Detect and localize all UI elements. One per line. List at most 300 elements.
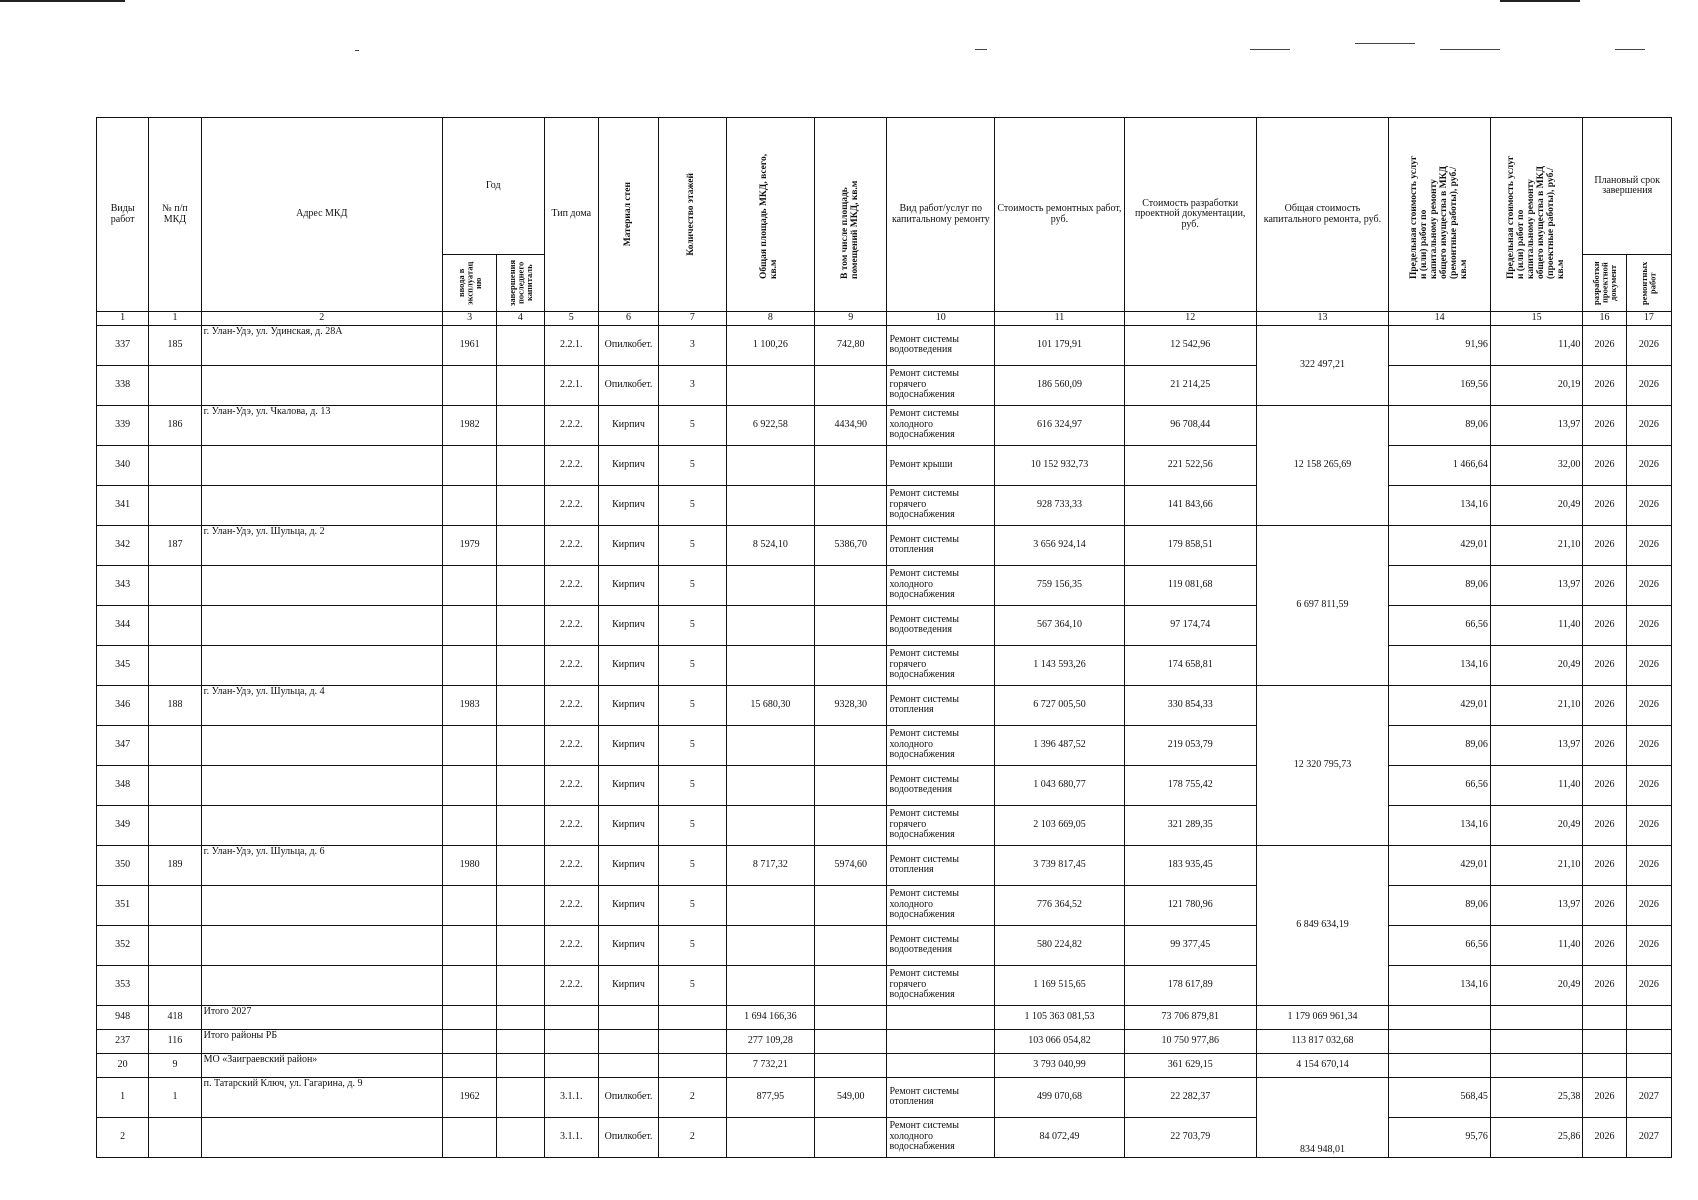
row-address: г. Улан-Удэ, ул. Шульца, д. 2: [201, 525, 442, 565]
summary-empty: [1389, 1029, 1491, 1053]
row-premises-area: 4434,90: [815, 405, 887, 445]
table-row: [97, 725, 1672, 765]
row-total-area: [726, 805, 815, 845]
summary-empty: [598, 1005, 658, 1029]
row-year-last-repair: [497, 925, 544, 965]
row-premises-area: [815, 965, 887, 1005]
row-house-type: 2.2.2.: [544, 605, 598, 645]
summary-empty: [497, 1029, 544, 1053]
summary-total: 1 179 069 961,34: [1256, 1005, 1389, 1029]
row-house-total: 834 948,01: [1256, 1077, 1389, 1157]
row-vid: 345: [97, 645, 149, 685]
row-mkd-number: [149, 365, 201, 405]
row-limit-project: 11,40: [1490, 925, 1583, 965]
row-premises-area: 5386,70: [815, 525, 887, 565]
row-year-commission: 1961: [442, 325, 496, 365]
row-deadline-repair: 2026: [1626, 365, 1671, 405]
table-row: [97, 365, 1672, 405]
row-limit-project: 21,10: [1490, 685, 1583, 725]
row-house-type: 3.1.1.: [544, 1077, 598, 1117]
row-house-type: 2.2.1.: [544, 365, 598, 405]
table-row: [97, 765, 1672, 805]
subheader-commission-text: ввода в эксплуатац ию: [455, 261, 483, 305]
row-total-area: 6 922,58: [726, 405, 815, 445]
row-repair-cost: 1 143 593,26: [995, 645, 1125, 685]
row-limit-project: 11,40: [1490, 765, 1583, 805]
row-wall-material: Опилкобет.: [598, 365, 658, 405]
row-floors: 5: [659, 805, 726, 845]
row-project-cost: 330 854,33: [1124, 685, 1256, 725]
row-project-cost: 22 282,37: [1124, 1077, 1256, 1117]
row-year-commission: [442, 805, 496, 845]
row-repair-cost: 3 656 924,14: [995, 525, 1125, 565]
row-deadline-repair: 2026: [1626, 965, 1671, 1005]
header-row: [97, 118, 1672, 255]
row-project-cost: 174 658,81: [1124, 645, 1256, 685]
scan-mark: [1440, 49, 1500, 50]
row-vid: 352: [97, 925, 149, 965]
row-wall-material: Опилкобет.: [598, 325, 658, 365]
row-wall-material: Кирпич: [598, 405, 658, 445]
row-repair-cost: 776 364,52: [995, 885, 1125, 925]
row-wall-material: Кирпич: [598, 485, 658, 525]
row-address: [201, 805, 442, 845]
summary-empty: [887, 1053, 995, 1077]
row-work-type: Ремонт системы горячего водоснабжения: [887, 805, 995, 845]
row-address: г. Улан-Удэ, ул. Удинская, д. 28А: [201, 325, 442, 365]
row-total-area: [726, 725, 815, 765]
row-house-type: 2.2.2.: [544, 885, 598, 925]
row-address: [201, 965, 442, 1005]
row-floors: 5: [659, 765, 726, 805]
row-deadline-design: 2026: [1583, 365, 1626, 405]
row-limit-project: 13,97: [1490, 565, 1583, 605]
summary-empty: [497, 1005, 544, 1029]
row-house-total: 6 849 634,19: [1256, 845, 1389, 1005]
row-deadline-design: 2026: [1583, 725, 1626, 765]
summary-empty: [1583, 1053, 1626, 1077]
summary-row: [97, 1053, 1672, 1077]
table-row: [97, 965, 1672, 1005]
row-total-area: [726, 485, 815, 525]
row-year-last-repair: [497, 845, 544, 885]
row-premises-area: [815, 885, 887, 925]
row-floors: 5: [659, 845, 726, 885]
row-vid: 351: [97, 885, 149, 925]
row-limit-project: 20,49: [1490, 485, 1583, 525]
row-limit-repair: 89,06: [1389, 565, 1491, 605]
row-work-type: Ремонт системы холодного водоснабжения: [887, 1117, 995, 1157]
table-row: [97, 885, 1672, 925]
col-number: 15: [1490, 312, 1583, 326]
row-repair-cost: 186 560,09: [995, 365, 1125, 405]
row-project-cost: 219 053,79: [1124, 725, 1256, 765]
col-header-project-cost: Стоимость разработки проектной документации, руб.: [1124, 118, 1256, 312]
subheader-design-text: разработки проектной документ: [1590, 261, 1618, 305]
summary-empty: [659, 1029, 726, 1053]
row-deadline-design: 2026: [1583, 925, 1626, 965]
row-vid: 349: [97, 805, 149, 845]
table-row: [97, 845, 1672, 885]
row-limit-repair: 66,56: [1389, 765, 1491, 805]
row-vid: 348: [97, 765, 149, 805]
row-vid: 350: [97, 845, 149, 885]
row-year-commission: [442, 605, 496, 645]
row-address: г. Улан-Удэ, ул. Чкалова, д. 13: [201, 405, 442, 445]
row-limit-repair: 95,76: [1389, 1117, 1491, 1157]
col-header-area-premises: [815, 118, 887, 312]
summary-empty: [1583, 1005, 1626, 1029]
summary-area: 277 109,28: [726, 1029, 815, 1053]
row-work-type: Ремонт системы отопления: [887, 525, 995, 565]
row-house-type: 2.2.2.: [544, 485, 598, 525]
row-wall-material: Кирпич: [598, 845, 658, 885]
row-mkd-number: [149, 925, 201, 965]
row-address: [201, 765, 442, 805]
row-limit-project: 32,00: [1490, 445, 1583, 485]
row-project-cost: 121 780,96: [1124, 885, 1256, 925]
row-premises-area: [815, 765, 887, 805]
row-address: [201, 1117, 442, 1157]
row-limit-project: 13,97: [1490, 405, 1583, 445]
row-wall-material: Кирпич: [598, 805, 658, 845]
row-floors: 5: [659, 965, 726, 1005]
row-limit-repair: 169,56: [1389, 365, 1491, 405]
row-project-cost: 21 214,25: [1124, 365, 1256, 405]
row-repair-cost: 101 179,91: [995, 325, 1125, 365]
row-repair-cost: 6 727 005,50: [995, 685, 1125, 725]
row-limit-project: 20,49: [1490, 645, 1583, 685]
row-vid: 343: [97, 565, 149, 605]
row-deadline-design: 2026: [1583, 485, 1626, 525]
row-work-type: Ремонт системы водоотведения: [887, 605, 995, 645]
row-work-type: Ремонт системы горячего водоснабжения: [887, 485, 995, 525]
row-deadline-repair: 2026: [1626, 405, 1671, 445]
col-subheader-last-repair: [497, 255, 544, 312]
row-mkd-number: 185: [149, 325, 201, 365]
col-number: 6: [598, 312, 658, 326]
subheader-repair-text: ремонтных работ: [1639, 261, 1658, 305]
row-house-type: 2.2.2.: [544, 405, 598, 445]
row-project-cost: 97 174,74: [1124, 605, 1256, 645]
row-limit-project: 25,38: [1490, 1077, 1583, 1117]
row-repair-cost: 84 072,49: [995, 1117, 1125, 1157]
row-mkd-number: [149, 1117, 201, 1157]
scan-mark: [975, 49, 987, 50]
row-floors: 2: [659, 1117, 726, 1157]
row-deadline-design: 2026: [1583, 525, 1626, 565]
scan-mark: [355, 50, 359, 51]
table-row: [97, 805, 1672, 845]
col-subheader-repair: [1626, 255, 1671, 312]
row-project-cost: 178 755,42: [1124, 765, 1256, 805]
row-address: [201, 565, 442, 605]
row-address: п. Татарский Ключ, ул. Гагарина, д. 9: [201, 1077, 442, 1117]
row-mkd-number: [149, 445, 201, 485]
summary-empty: [1389, 1053, 1491, 1077]
row-year-commission: 1962: [442, 1077, 496, 1117]
summary-empty: [1626, 1029, 1671, 1053]
row-wall-material: Кирпич: [598, 965, 658, 1005]
row-year-commission: [442, 925, 496, 965]
row-address: г. Улан-Удэ, ул. Шульца, д. 6: [201, 845, 442, 885]
row-mkd-number: 189: [149, 845, 201, 885]
row-wall-material: Кирпич: [598, 525, 658, 565]
col-number: 2: [201, 312, 442, 326]
row-deadline-repair: 2027: [1626, 1117, 1671, 1157]
col-header-limit-project: [1490, 118, 1583, 312]
row-year-last-repair: [497, 765, 544, 805]
table-row: [97, 685, 1672, 725]
header-limit-repair-text: Предельная стоимость услуг и (или) работ по капитальному ремонту общего имущества в МКД (ремонтные работы), руб./кв.м: [1408, 155, 1469, 279]
row-house-total: 12 320 795,73: [1256, 685, 1389, 845]
row-project-cost: 119 081,68: [1124, 565, 1256, 605]
row-floors: 5: [659, 485, 726, 525]
summary-empty: [544, 1029, 598, 1053]
row-year-commission: [442, 765, 496, 805]
row-premises-area: [815, 565, 887, 605]
row-address: г. Улан-Удэ, ул. Шульца, д. 4: [201, 685, 442, 725]
row-deadline-design: 2026: [1583, 445, 1626, 485]
row-work-type: Ремонт системы горячего водоснабжения: [887, 645, 995, 685]
col-header-year: Год: [442, 118, 544, 255]
col-header-deadline: Плановый срок завершения: [1583, 118, 1672, 255]
row-total-area: [726, 765, 815, 805]
row-limit-repair: 66,56: [1389, 605, 1491, 645]
column-numbers-row: [97, 312, 1672, 326]
summary-total: 4 154 670,14: [1256, 1053, 1389, 1077]
header-limit-project-text: Предельная стоимость услуг и (или) работ по капитальному ремонту общего имущества в МКД (проектные работы), руб./кв.м: [1505, 155, 1566, 279]
row-repair-cost: 1 043 680,77: [995, 765, 1125, 805]
row-house-type: 2.2.2.: [544, 525, 598, 565]
row-repair-cost: 567 364,10: [995, 605, 1125, 645]
row-total-area: 15 680,30: [726, 685, 815, 725]
row-deadline-design: 2026: [1583, 605, 1626, 645]
row-premises-area: 9328,30: [815, 685, 887, 725]
row-year-commission: [442, 565, 496, 605]
summary-empty: [1490, 1029, 1583, 1053]
row-wall-material: Опилкобет.: [598, 1117, 658, 1157]
capital-repair-table: [96, 117, 1672, 1158]
row-house-type: 2.2.1.: [544, 325, 598, 365]
summary-empty: [544, 1005, 598, 1029]
top-border-line-left: [0, 0, 125, 2]
row-deadline-design: 2026: [1583, 845, 1626, 885]
row-year-last-repair: [497, 525, 544, 565]
row-mkd-number: [149, 485, 201, 525]
row-deadline-repair: 2026: [1626, 845, 1671, 885]
row-address: [201, 445, 442, 485]
row-mkd-number: [149, 965, 201, 1005]
col-number: 10: [887, 312, 995, 326]
table-row: [97, 485, 1672, 525]
row-deadline-repair: 2026: [1626, 525, 1671, 565]
row-limit-repair: 134,16: [1389, 645, 1491, 685]
row-deadline-design: 2026: [1583, 685, 1626, 725]
col-number: 3: [442, 312, 496, 326]
summary-total: 113 817 032,68: [1256, 1029, 1389, 1053]
row-deadline-repair: 2026: [1626, 565, 1671, 605]
row-house-type: 2.2.2.: [544, 805, 598, 845]
row-project-cost: 221 522,56: [1124, 445, 1256, 485]
row-year-last-repair: [497, 405, 544, 445]
row-wall-material: Кирпич: [598, 725, 658, 765]
row-total-area: [726, 365, 815, 405]
row-year-last-repair: [497, 485, 544, 525]
row-project-cost: 183 935,45: [1124, 845, 1256, 885]
row-limit-project: 11,40: [1490, 325, 1583, 365]
row-mkd-number: 187: [149, 525, 201, 565]
row-limit-project: 25,86: [1490, 1117, 1583, 1157]
row-mkd-number: [149, 765, 201, 805]
col-header-total-cost: Общая стоимость капитального ремонта, руб.: [1256, 118, 1389, 312]
row-address: [201, 725, 442, 765]
row-project-cost: 96 708,44: [1124, 405, 1256, 445]
row-limit-repair: 429,01: [1389, 525, 1491, 565]
col-number: 16: [1583, 312, 1626, 326]
row-work-type: Ремонт системы горячего водоснабжения: [887, 965, 995, 1005]
row-year-commission: [442, 645, 496, 685]
row-deadline-repair: 2026: [1626, 725, 1671, 765]
row-floors: 5: [659, 525, 726, 565]
row-vid: 344: [97, 605, 149, 645]
row-project-cost: 321 289,35: [1124, 805, 1256, 845]
scan-mark: [1355, 43, 1415, 44]
row-premises-area: [815, 365, 887, 405]
summary-mkd-count: 9: [149, 1053, 201, 1077]
row-deadline-design: 2026: [1583, 885, 1626, 925]
col-header-work: Вид работ/услуг по капитальному ремонту: [887, 118, 995, 312]
row-total-area: [726, 605, 815, 645]
row-project-cost: 22 703,79: [1124, 1117, 1256, 1157]
row-work-type: Ремонт системы холодного водоснабжения: [887, 565, 995, 605]
row-work-type: Ремонт системы горячего водоснабжения: [887, 365, 995, 405]
summary-empty: [598, 1029, 658, 1053]
summary-label: Итого 2027: [201, 1005, 442, 1029]
row-year-last-repair: [497, 1117, 544, 1157]
row-house-type: 2.2.2.: [544, 765, 598, 805]
row-year-last-repair: [497, 605, 544, 645]
col-number: 13: [1256, 312, 1389, 326]
col-number: 17: [1626, 312, 1671, 326]
row-project-cost: 99 377,45: [1124, 925, 1256, 965]
summary-empty: [659, 1053, 726, 1077]
row-deadline-design: 2026: [1583, 1077, 1626, 1117]
row-year-last-repair: [497, 445, 544, 485]
row-premises-area: [815, 645, 887, 685]
row-floors: 5: [659, 885, 726, 925]
row-premises-area: 742,80: [815, 325, 887, 365]
summary-repair-cost: 1 105 363 081,53: [995, 1005, 1125, 1029]
row-premises-area: [815, 485, 887, 525]
row-repair-cost: 2 103 669,05: [995, 805, 1125, 845]
row-wall-material: Кирпич: [598, 605, 658, 645]
summary-area: 1 694 166,36: [726, 1005, 815, 1029]
row-total-area: [726, 885, 815, 925]
summary-empty: [1389, 1005, 1491, 1029]
col-subheader-design: [1583, 255, 1626, 312]
header-area-text: Общая площадь МКД, всего, кв.м: [759, 153, 780, 279]
row-premises-area: 5974,60: [815, 845, 887, 885]
header-floors-text: Количество этажей: [686, 173, 697, 256]
row-limit-repair: 134,16: [1389, 805, 1491, 845]
summary-empty: [887, 1005, 995, 1029]
row-work-type: Ремонт системы холодного водоснабжения: [887, 405, 995, 445]
row-year-commission: [442, 485, 496, 525]
summary-vid: 948: [97, 1005, 149, 1029]
row-deadline-repair: 2027: [1626, 1077, 1671, 1117]
summary-empty: [659, 1005, 726, 1029]
row-mkd-number: [149, 605, 201, 645]
row-total-area: 877,95: [726, 1077, 815, 1117]
col-header-area: [726, 118, 815, 312]
col-number: 1: [149, 312, 201, 326]
col-header-floors: [659, 118, 726, 312]
row-deadline-design: 2026: [1583, 645, 1626, 685]
row-address: [201, 925, 442, 965]
row-deadline-repair: 2026: [1626, 685, 1671, 725]
row-work-type: Ремонт системы отопления: [887, 845, 995, 885]
row-limit-project: 21,10: [1490, 525, 1583, 565]
row-year-last-repair: [497, 1077, 544, 1117]
col-header-cost: Стоимость ремонтных работ, руб.: [995, 118, 1125, 312]
row-work-type: Ремонт системы холодного водоснабжения: [887, 725, 995, 765]
row-year-commission: [442, 725, 496, 765]
scan-mark: [1250, 49, 1290, 50]
subheader-last-repair-text: завершения последнего капиталь: [506, 259, 534, 307]
table-body: [97, 325, 1672, 1157]
row-wall-material: Кирпич: [598, 885, 658, 925]
col-number: 4: [497, 312, 544, 326]
row-house-type: 2.2.2.: [544, 565, 598, 605]
row-total-area: 8 717,32: [726, 845, 815, 885]
summary-empty: [1583, 1029, 1626, 1053]
row-premises-area: [815, 925, 887, 965]
col-header-n: № п/п МКД: [149, 118, 201, 312]
row-work-type: Ремонт системы водоотведения: [887, 325, 995, 365]
summary-repair-cost: 3 793 040,99: [995, 1053, 1125, 1077]
row-vid: 1: [97, 1077, 149, 1117]
table-row: [97, 925, 1672, 965]
summary-empty: [1626, 1005, 1671, 1029]
row-year-last-repair: [497, 325, 544, 365]
row-vid: 342: [97, 525, 149, 565]
row-total-area: [726, 1117, 815, 1157]
row-year-commission: [442, 365, 496, 405]
row-limit-repair: 89,06: [1389, 405, 1491, 445]
row-address: [201, 605, 442, 645]
row-deadline-design: 2026: [1583, 765, 1626, 805]
summary-empty: [887, 1029, 995, 1053]
row-work-type: Ремонт системы водоотведения: [887, 765, 995, 805]
row-premises-area: 549,00: [815, 1077, 887, 1117]
row-year-commission: 1982: [442, 405, 496, 445]
row-vid: 340: [97, 445, 149, 485]
row-vid: 338: [97, 365, 149, 405]
row-house-type: 2.2.2.: [544, 965, 598, 1005]
col-number: 9: [815, 312, 887, 326]
row-year-commission: [442, 445, 496, 485]
row-address: [201, 645, 442, 685]
row-limit-project: 13,97: [1490, 725, 1583, 765]
table-row: [97, 565, 1672, 605]
summary-project-cost: 361 629,15: [1124, 1053, 1256, 1077]
row-total-area: 1 100,26: [726, 325, 815, 365]
row-address: [201, 365, 442, 405]
row-floors: 3: [659, 365, 726, 405]
row-floors: 5: [659, 445, 726, 485]
row-deadline-repair: 2026: [1626, 645, 1671, 685]
